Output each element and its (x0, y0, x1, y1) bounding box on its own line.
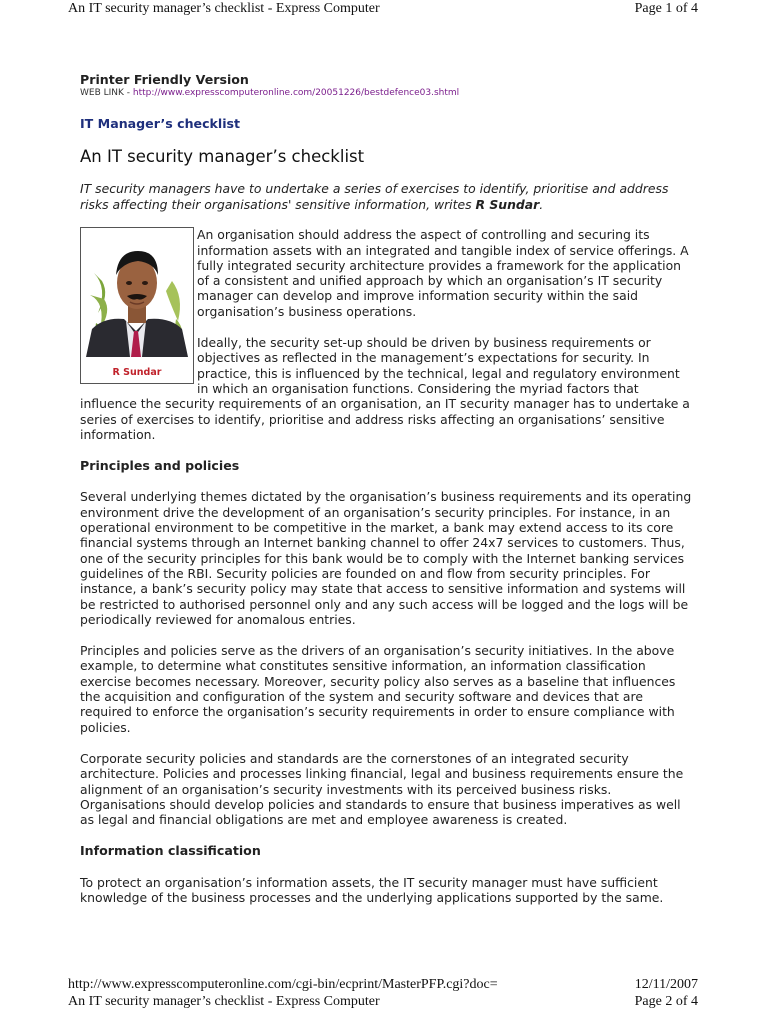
author-photo (80, 227, 194, 384)
print-footer-url: http://www.expresscomputeronline.com/cgi-bin/ecprint/MasterPFP.cgi?doc= (68, 977, 498, 992)
section-link[interactable]: IT Manager’s checklist (80, 116, 241, 131)
article-body (80, 227, 692, 905)
web-link-label: WEB LINK - (80, 88, 133, 98)
paragraph: Corporate security policies and standards are the cornerstones of an integrated security architecture. Policies and processes linking financial, legal and business requirements ensure the alignment of an organisation’s security investments with its perceived business risks. Organisations should develop policies and standards to ensure that business imperatives as well as legal and financial obligations are met and employee awareness is created. (80, 750, 684, 828)
printer-friendly-title: Printer Friendly Version (80, 72, 249, 87)
section-heading-classification: Information classification (80, 843, 261, 859)
intro-text: IT security managers have to undertake a series of exercises to identify, prioritise and address risks affecting their organisations' sensitive information, writes (80, 181, 669, 212)
paragraph: An organisation should address the aspect of controlling and securing its information assets with an integrated and tangible index of service offerings. A fully integrated security architecture provides a framework for the application of a consistent and unified approach by which an organisation’s IT security manager can develop and improve information security within the said organisation’s business operations. (197, 227, 689, 319)
print-header-title: An IT security manager’s checklist - Express Computer (68, 1, 380, 16)
web-link-row (80, 88, 692, 99)
intro-end: . (539, 196, 544, 212)
print-footer-page-number: Page 2 of 4 (634, 994, 698, 1009)
paragraph: To protect an organisation’s information assets, the IT security manager must have sufficient knowledge of the business processes and the underlying applications supported by the same. (80, 874, 664, 905)
paragraph: Ideally, the security set-up should be driven by business requirements or objectives as reflected in the management’s expectations for security. In practice, this is influenced by the technical, legal and regulatory environment in which an organisation functions. Considering the myriad factors that influence the security requirements of an organisation, an IT security manager has to undertake a series of exercises to identify, prioritise and address risks affecting an organisations’ sensitive information. (80, 335, 690, 442)
article-content (80, 72, 692, 921)
article-title: An IT security manager’s checklist (80, 147, 365, 167)
print-footer-date: 12/11/2007 (634, 977, 698, 992)
print-header-page-number: Page 1 of 4 (634, 1, 698, 16)
print-footer-title: An IT security manager’s checklist - Express Computer (68, 994, 380, 1009)
intro-author: R Sundar (475, 196, 540, 212)
paragraph: Several underlying themes dictated by the organisation’s business requirements and its operating environment drive the development of an organisation’s security principles. For instance, in an operational environment to be competitive in the market, a bank may extend access to its core financial systems through an Internet banking channel to offer 24x7 services to customers. Thus, one of the security principles for this bank would be to comply with the Internet banking services guidelines of the RBI. Security policies are founded on and flow from security principles. For instance, a bank’s security policy may state that access to sensitive information and systems will be restricted to authorised personnel only and any such access will be logged and the logs will be periodically reviewed for anomalous entries. (80, 489, 692, 627)
author-portrait-image (86, 233, 188, 357)
article-intro (80, 181, 692, 212)
web-link-url[interactable]: http://www.expresscomputeronline.com/20051226/bestdefence03.shtml (132, 88, 460, 98)
section-heading-principles: Principles and policies (80, 458, 240, 474)
photo-caption: R Sundar (112, 367, 162, 379)
paragraph: Principles and policies serve as the drivers of an organisation’s security initiatives. In the above example, to determine what constitutes sensitive information, an information classification exercise becomes necessary. Moreover, security policy also serves as a baseline that influences the acquisition and configuration of the system and security software and devices that are required to enforce the organisation’s security requirements in order to ensure compliance with policies. (80, 643, 676, 735)
